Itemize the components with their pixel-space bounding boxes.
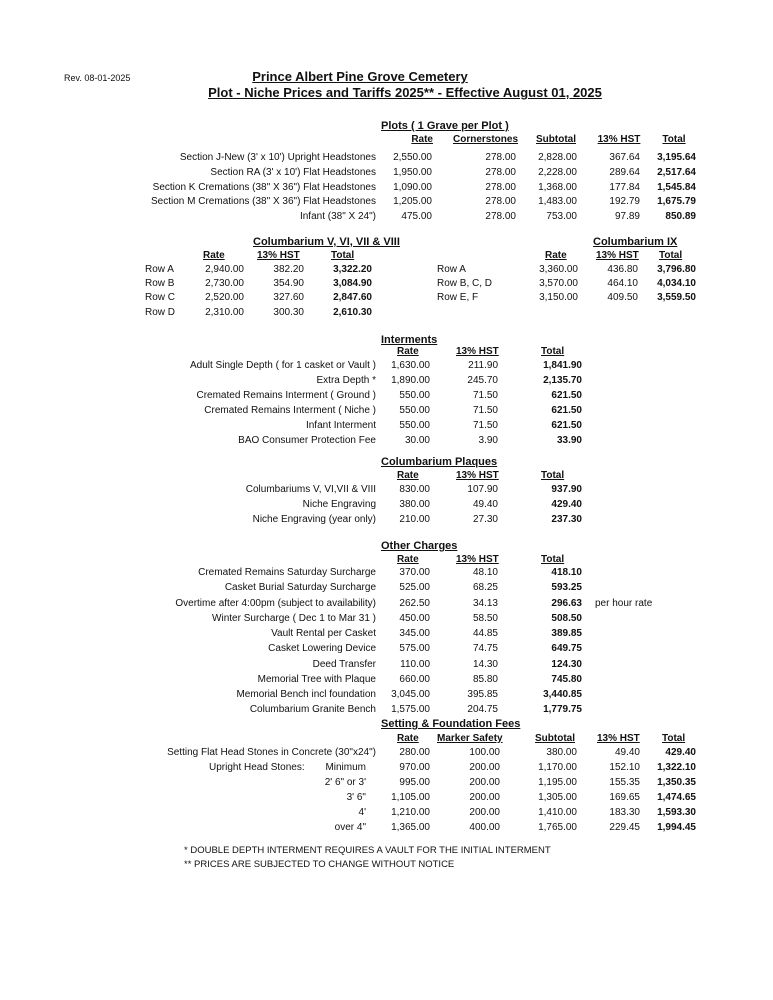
interments-row-total: 1,841.90: [543, 360, 582, 371]
other-charges-row-rate: 345.00: [399, 628, 430, 639]
setting-row-label: Upright Head Stones:: [209, 761, 305, 773]
interments-row-label: Infant Interment: [305, 419, 376, 431]
footnote: ** PRICES ARE SUBJECTED TO CHANGE WITHOUT NOTICE: [184, 858, 455, 870]
other-charges-row-rate: 1,575.00: [391, 704, 430, 716]
columbarium-v-row-rate: 2,520.00: [205, 292, 244, 304]
other-charges-row-rate: 525.00: [399, 582, 430, 594]
other-charges-row-rate: 575.00: [399, 643, 430, 655]
other-charges-row-total: 745.80: [551, 673, 582, 685]
plots-row-label: Section J-New (3' x 10') Upright Headstones: [179, 152, 376, 163]
plots-row-label: Section M Cremations (38" X 36") Flat Headstones: [151, 196, 376, 208]
plots-row-label: Infant (38" X 24"): [299, 211, 376, 223]
setting-row-total: 1,322.10: [657, 761, 696, 773]
plots-row-label: Section RA (3' x 10') Flat Headstones: [210, 166, 376, 178]
plaques-header: Total: [541, 470, 565, 481]
other-charges-header: 13% HST: [456, 554, 499, 565]
setting-row-label: Setting Flat Head Stones in Concrete (30"x24"): [167, 747, 376, 758]
plots-row-hst: 289.64: [609, 166, 640, 178]
interments-row-rate: 550.00: [399, 404, 430, 416]
plaques-row-total: 237.30: [551, 514, 582, 526]
document-subtitle: Plot - Niche Prices and Tariffs 2025** - Effective August 01, 2025: [208, 85, 602, 100]
plots-row-cornerstones: 278.00: [485, 152, 516, 163]
interments-row-label: BAO Consumer Protection Fee: [238, 434, 376, 446]
other-charges-row-label: Memorial Bench incl foundation: [236, 689, 376, 700]
interments-row-label: Cremated Remains Interment ( Ground ): [196, 389, 376, 401]
plots-header-cornerstones: Cornerstones: [452, 134, 518, 145]
interments-header: Rate: [397, 346, 419, 357]
plaques-row-total: 937.90: [551, 484, 582, 495]
footnote: * DOUBLE DEPTH INTERMENT REQUIRES A VAULT FOR THE INITIAL INTERMENT: [184, 845, 551, 856]
setting-row-hst: 183.30: [609, 806, 640, 818]
plots-header-subtotal: Subtotal: [536, 134, 576, 145]
plots-row-subtotal: 2,228.00: [538, 166, 577, 178]
setting-row-size: Minimum: [325, 761, 366, 773]
setting-row-marker-safety: 400.00: [469, 821, 500, 833]
other-charges-row-note: per hour rate: [595, 597, 653, 609]
plots-row-cornerstones: 278.00: [485, 166, 516, 178]
other-charges-row-label: Winter Surcharge ( Dec 1 to Mar 31 ): [212, 612, 376, 624]
columbarium-ix-row-hst: 436.80: [607, 264, 638, 275]
plaques-row-rate: 210.00: [399, 514, 430, 526]
interments-section-title: Interments: [381, 334, 438, 346]
setting-row-subtotal: 1,170.00: [538, 761, 577, 773]
other-charges-header: Total: [541, 554, 565, 565]
plots-row-subtotal: 753.00: [546, 211, 577, 223]
setting-row-subtotal: 1,195.00: [538, 776, 577, 788]
columbarium-ix-row-label: Row E, F: [437, 292, 479, 304]
setting-row-total: 1,350.35: [657, 776, 696, 788]
plots-row-label: Section K Cremations (38" X 36") Flat Headstones: [152, 181, 376, 193]
other-charges-row-hst: 58.50: [472, 612, 498, 624]
columbarium-v-header: 13% HST: [257, 250, 300, 261]
other-charges-row-label: Columbarium Granite Bench: [249, 704, 376, 716]
setting-row-marker-safety: 200.00: [469, 791, 500, 803]
setting-row-total: 1,994.45: [657, 821, 696, 833]
setting-row-subtotal: 1,305.00: [538, 791, 577, 803]
plots-row-rate: 2,550.00: [393, 152, 432, 163]
interments-row-total: 2,135.70: [543, 374, 582, 386]
columbarium-ix-row-rate: 3,570.00: [539, 278, 578, 290]
columbarium-v-row-label: Row D: [145, 306, 176, 318]
plaques-section-title: Columbarium Plaques: [381, 456, 498, 468]
other-charges-row-rate: 262.50: [399, 597, 430, 609]
interments-row-total: 33.90: [556, 434, 582, 446]
plaques-row-label: Columbariums V, VI,VII & VIII: [245, 484, 376, 495]
setting-header: Rate: [397, 733, 419, 744]
setting-row-size: 3' 6": [346, 791, 366, 803]
interments-row-hst: 71.50: [472, 419, 498, 431]
other-charges-row-hst: 74.75: [472, 643, 498, 655]
other-charges-row-rate: 370.00: [399, 567, 430, 578]
interments-row-rate: 30.00: [404, 434, 430, 446]
plots-row-rate: 475.00: [401, 211, 432, 223]
plots-header-rate: Rate: [411, 134, 433, 145]
other-charges-row-label: Casket Lowering Device: [268, 643, 376, 655]
columbarium-ix-header: Rate: [545, 250, 567, 261]
columbarium-v-header: Total: [331, 250, 355, 261]
columbarium-ix-row-rate: 3,150.00: [539, 292, 578, 304]
setting-row-rate: 1,210.00: [391, 806, 430, 818]
other-charges-row-rate: 660.00: [399, 673, 430, 685]
plots-row-total: 1,675.79: [657, 196, 696, 208]
columbarium-ix-row-total: 3,796.80: [657, 264, 696, 275]
other-charges-row-hst: 48.10: [472, 567, 498, 578]
columbarium-ix-row-label: Row A: [437, 264, 466, 275]
other-charges-row-hst: 68.25: [472, 582, 498, 594]
columbarium-v-header: Rate: [203, 250, 225, 261]
columbarium-ix-header: Total: [659, 250, 683, 261]
other-charges-row-total: 649.75: [551, 643, 582, 655]
columbarium-v-row-hst: 354.90: [273, 278, 304, 290]
interments-header: Total: [541, 346, 565, 357]
plaques-row-total: 429.40: [551, 499, 582, 511]
columbarium-v-row-label: Row A: [145, 264, 174, 275]
columbarium-v-row-total: 2,847.60: [333, 292, 372, 304]
setting-section-title: Setting & Foundation Fees: [381, 718, 521, 730]
other-charges-row-total: 389.85: [551, 628, 582, 639]
setting-header: Subtotal: [535, 733, 575, 744]
plaques-row-hst: 49.40: [472, 499, 498, 511]
plots-row-cornerstones: 278.00: [485, 196, 516, 208]
interments-header: 13% HST: [456, 346, 499, 357]
other-charges-row-hst: 14.30: [472, 658, 498, 670]
setting-row-total: 1,474.65: [657, 791, 696, 803]
interments-row-total: 621.50: [551, 404, 582, 416]
plots-row-subtotal: 1,368.00: [538, 181, 577, 193]
setting-row-rate: 280.00: [399, 747, 430, 758]
columbarium-v-row-total: 2,610.30: [333, 306, 372, 318]
setting-row-rate: 1,105.00: [391, 791, 430, 803]
other-charges-row-hst: 44.85: [472, 628, 498, 639]
interments-row-hst: 245.70: [467, 374, 498, 386]
columbarium-v-row-label: Row C: [145, 292, 176, 304]
other-charges-header: Rate: [397, 554, 419, 565]
plots-section-title: Plots ( 1 Grave per Plot ): [381, 120, 509, 132]
plots-row-rate: 1,090.00: [393, 181, 432, 193]
plots-row-cornerstones: 278.00: [485, 211, 516, 223]
plots-row-hst: 192.79: [609, 196, 640, 208]
setting-row-subtotal: 1,410.00: [538, 806, 577, 818]
other-charges-row-hst: 204.75: [467, 704, 498, 716]
interments-row-label: Adult Single Depth ( for 1 casket or Vault ): [189, 360, 376, 371]
other-charges-row-label: Memorial Tree with Plaque: [257, 673, 376, 685]
setting-row-total: 429.40: [665, 747, 696, 758]
columbarium-ix-row-label: Row B, C, D: [437, 278, 493, 290]
plots-row-subtotal: 1,483.00: [538, 196, 577, 208]
plots-row-hst: 177.84: [609, 181, 640, 193]
setting-row-rate: 970.00: [399, 761, 430, 773]
plaques-header: Rate: [397, 470, 419, 481]
other-charges-row-label: Deed Transfer: [312, 658, 376, 670]
plots-row-rate: 1,950.00: [393, 166, 432, 178]
other-charges-row-label: Overtime after 4:00pm (subject to availability): [175, 597, 376, 609]
other-charges-row-hst: 34.13: [472, 597, 498, 609]
columbarium-ix-row-total: 4,034.10: [657, 278, 696, 290]
revision-label: Rev. 08-01-2025: [64, 73, 131, 83]
other-charges-row-total: 1,779.75: [543, 704, 582, 716]
plots-row-rate: 1,205.00: [393, 196, 432, 208]
interments-row-hst: 71.50: [472, 389, 498, 401]
columbarium-v-row-rate: 2,730.00: [205, 278, 244, 290]
interments-row-label: Cremated Remains Interment ( Niche ): [204, 404, 376, 416]
interments-row-rate: 550.00: [399, 389, 430, 401]
setting-header: Marker Safety: [437, 733, 503, 744]
plots-row-hst: 367.64: [609, 152, 640, 163]
setting-row-size: 2' 6" or 3': [324, 776, 366, 788]
setting-header: Total: [662, 733, 686, 744]
plots-row-total: 850.89: [665, 211, 696, 223]
plots-row-total: 2,517.64: [657, 166, 696, 178]
columbarium-ix-title: Columbarium IX: [593, 236, 678, 248]
columbarium-v-row-hst: 327.60: [273, 292, 304, 304]
other-charges-row-total: 296.63: [551, 597, 582, 609]
interments-row-hst: 211.90: [468, 360, 498, 371]
other-charges-row-hst: 85.80: [472, 673, 498, 685]
plaques-row-label: Niche Engraving: [302, 499, 376, 511]
columbarium-v-row-hst: 382.20: [273, 264, 304, 275]
setting-row-subtotal: 1,765.00: [538, 821, 577, 833]
setting-row-rate: 1,365.00: [391, 821, 430, 833]
plaques-row-label: Niche Engraving (year only): [252, 514, 376, 526]
setting-row-size: over 4": [334, 821, 366, 833]
other-charges-row-rate: 110.00: [400, 658, 430, 670]
interments-row-total: 621.50: [551, 419, 582, 431]
columbarium-v-title: Columbarium V, VI, VII & VIII: [253, 236, 400, 248]
setting-row-hst: 152.10: [609, 761, 640, 773]
interments-row-rate: 1,630.00: [391, 360, 430, 371]
columbarium-ix-row-hst: 464.10: [607, 278, 638, 290]
document-title: Prince Albert Pine Grove Cemetery: [252, 69, 468, 84]
setting-row-marker-safety: 200.00: [469, 806, 500, 818]
other-charges-row-total: 593.25: [551, 582, 582, 594]
other-charges-row-total: 508.50: [551, 612, 582, 624]
setting-row-size: 4': [358, 806, 366, 818]
plots-row-subtotal: 2,828.00: [538, 152, 577, 163]
plots-row-total: 3,195.64: [657, 152, 696, 163]
setting-row-marker-safety: 200.00: [469, 776, 500, 788]
plots-row-total: 1,545.84: [657, 181, 696, 193]
plaques-row-hst: 107.90: [467, 484, 498, 495]
other-charges-row-label: Casket Burial Saturday Surcharge: [224, 582, 376, 594]
other-charges-row-total: 418.10: [551, 567, 582, 578]
setting-row-total: 1,593.30: [657, 806, 696, 818]
other-charges-row-label: Cremated Remains Saturday Surcharge: [198, 567, 376, 578]
other-charges-row-hst: 395.85: [467, 689, 498, 700]
other-charges-row-total: 124.30: [551, 658, 582, 670]
setting-row-hst: 49.40: [614, 747, 640, 758]
plaques-row-rate: 830.00: [399, 484, 430, 495]
columbarium-ix-row-hst: 409.50: [607, 292, 638, 304]
plots-header-total: Total: [662, 134, 686, 145]
setting-row-hst: 155.35: [609, 776, 640, 788]
interments-row-hst: 71.50: [472, 404, 498, 416]
interments-row-rate: 550.00: [399, 419, 430, 431]
columbarium-v-row-total: 3,322.20: [333, 264, 372, 275]
columbarium-v-row-rate: 2,940.00: [205, 264, 244, 275]
columbarium-ix-row-total: 3,559.50: [657, 292, 696, 304]
setting-row-hst: 229.45: [609, 821, 640, 833]
plots-row-hst: 97.89: [614, 211, 640, 223]
other-charges-row-total: 3,440.85: [543, 689, 582, 700]
other-charges-row-rate: 3,045.00: [391, 689, 430, 700]
other-charges-row-rate: 450.00: [399, 612, 430, 624]
setting-row-marker-safety: 200.00: [469, 761, 500, 773]
interments-row-hst: 3.90: [478, 434, 498, 446]
interments-row-label: Extra Depth *: [316, 374, 376, 386]
interments-row-rate: 1,890.00: [391, 374, 430, 386]
plaques-row-hst: 27.30: [472, 514, 498, 526]
setting-header: 13% HST: [597, 733, 640, 744]
setting-row-subtotal: 380.00: [546, 747, 577, 758]
plaques-row-rate: 380.00: [399, 499, 430, 511]
plots-row-cornerstones: 278.00: [485, 181, 516, 193]
setting-row-marker-safety: 100.00: [469, 747, 500, 758]
plots-header-hst: 13% HST: [597, 134, 641, 145]
columbarium-v-row-rate: 2,310.00: [205, 306, 244, 318]
columbarium-ix-header: 13% HST: [596, 250, 639, 261]
setting-row-rate: 995.00: [399, 776, 430, 788]
other-charges-section-title: Other Charges: [381, 540, 458, 552]
setting-row-hst: 169.65: [609, 791, 640, 803]
columbarium-v-row-label: Row B: [145, 278, 175, 290]
columbarium-v-row-hst: 300.30: [273, 306, 304, 318]
plaques-header: 13% HST: [456, 470, 499, 481]
columbarium-v-row-total: 3,084.90: [333, 278, 372, 290]
interments-row-total: 621.50: [551, 389, 582, 401]
other-charges-row-label: Vault Rental per Casket: [271, 628, 376, 639]
columbarium-ix-row-rate: 3,360.00: [539, 264, 578, 275]
